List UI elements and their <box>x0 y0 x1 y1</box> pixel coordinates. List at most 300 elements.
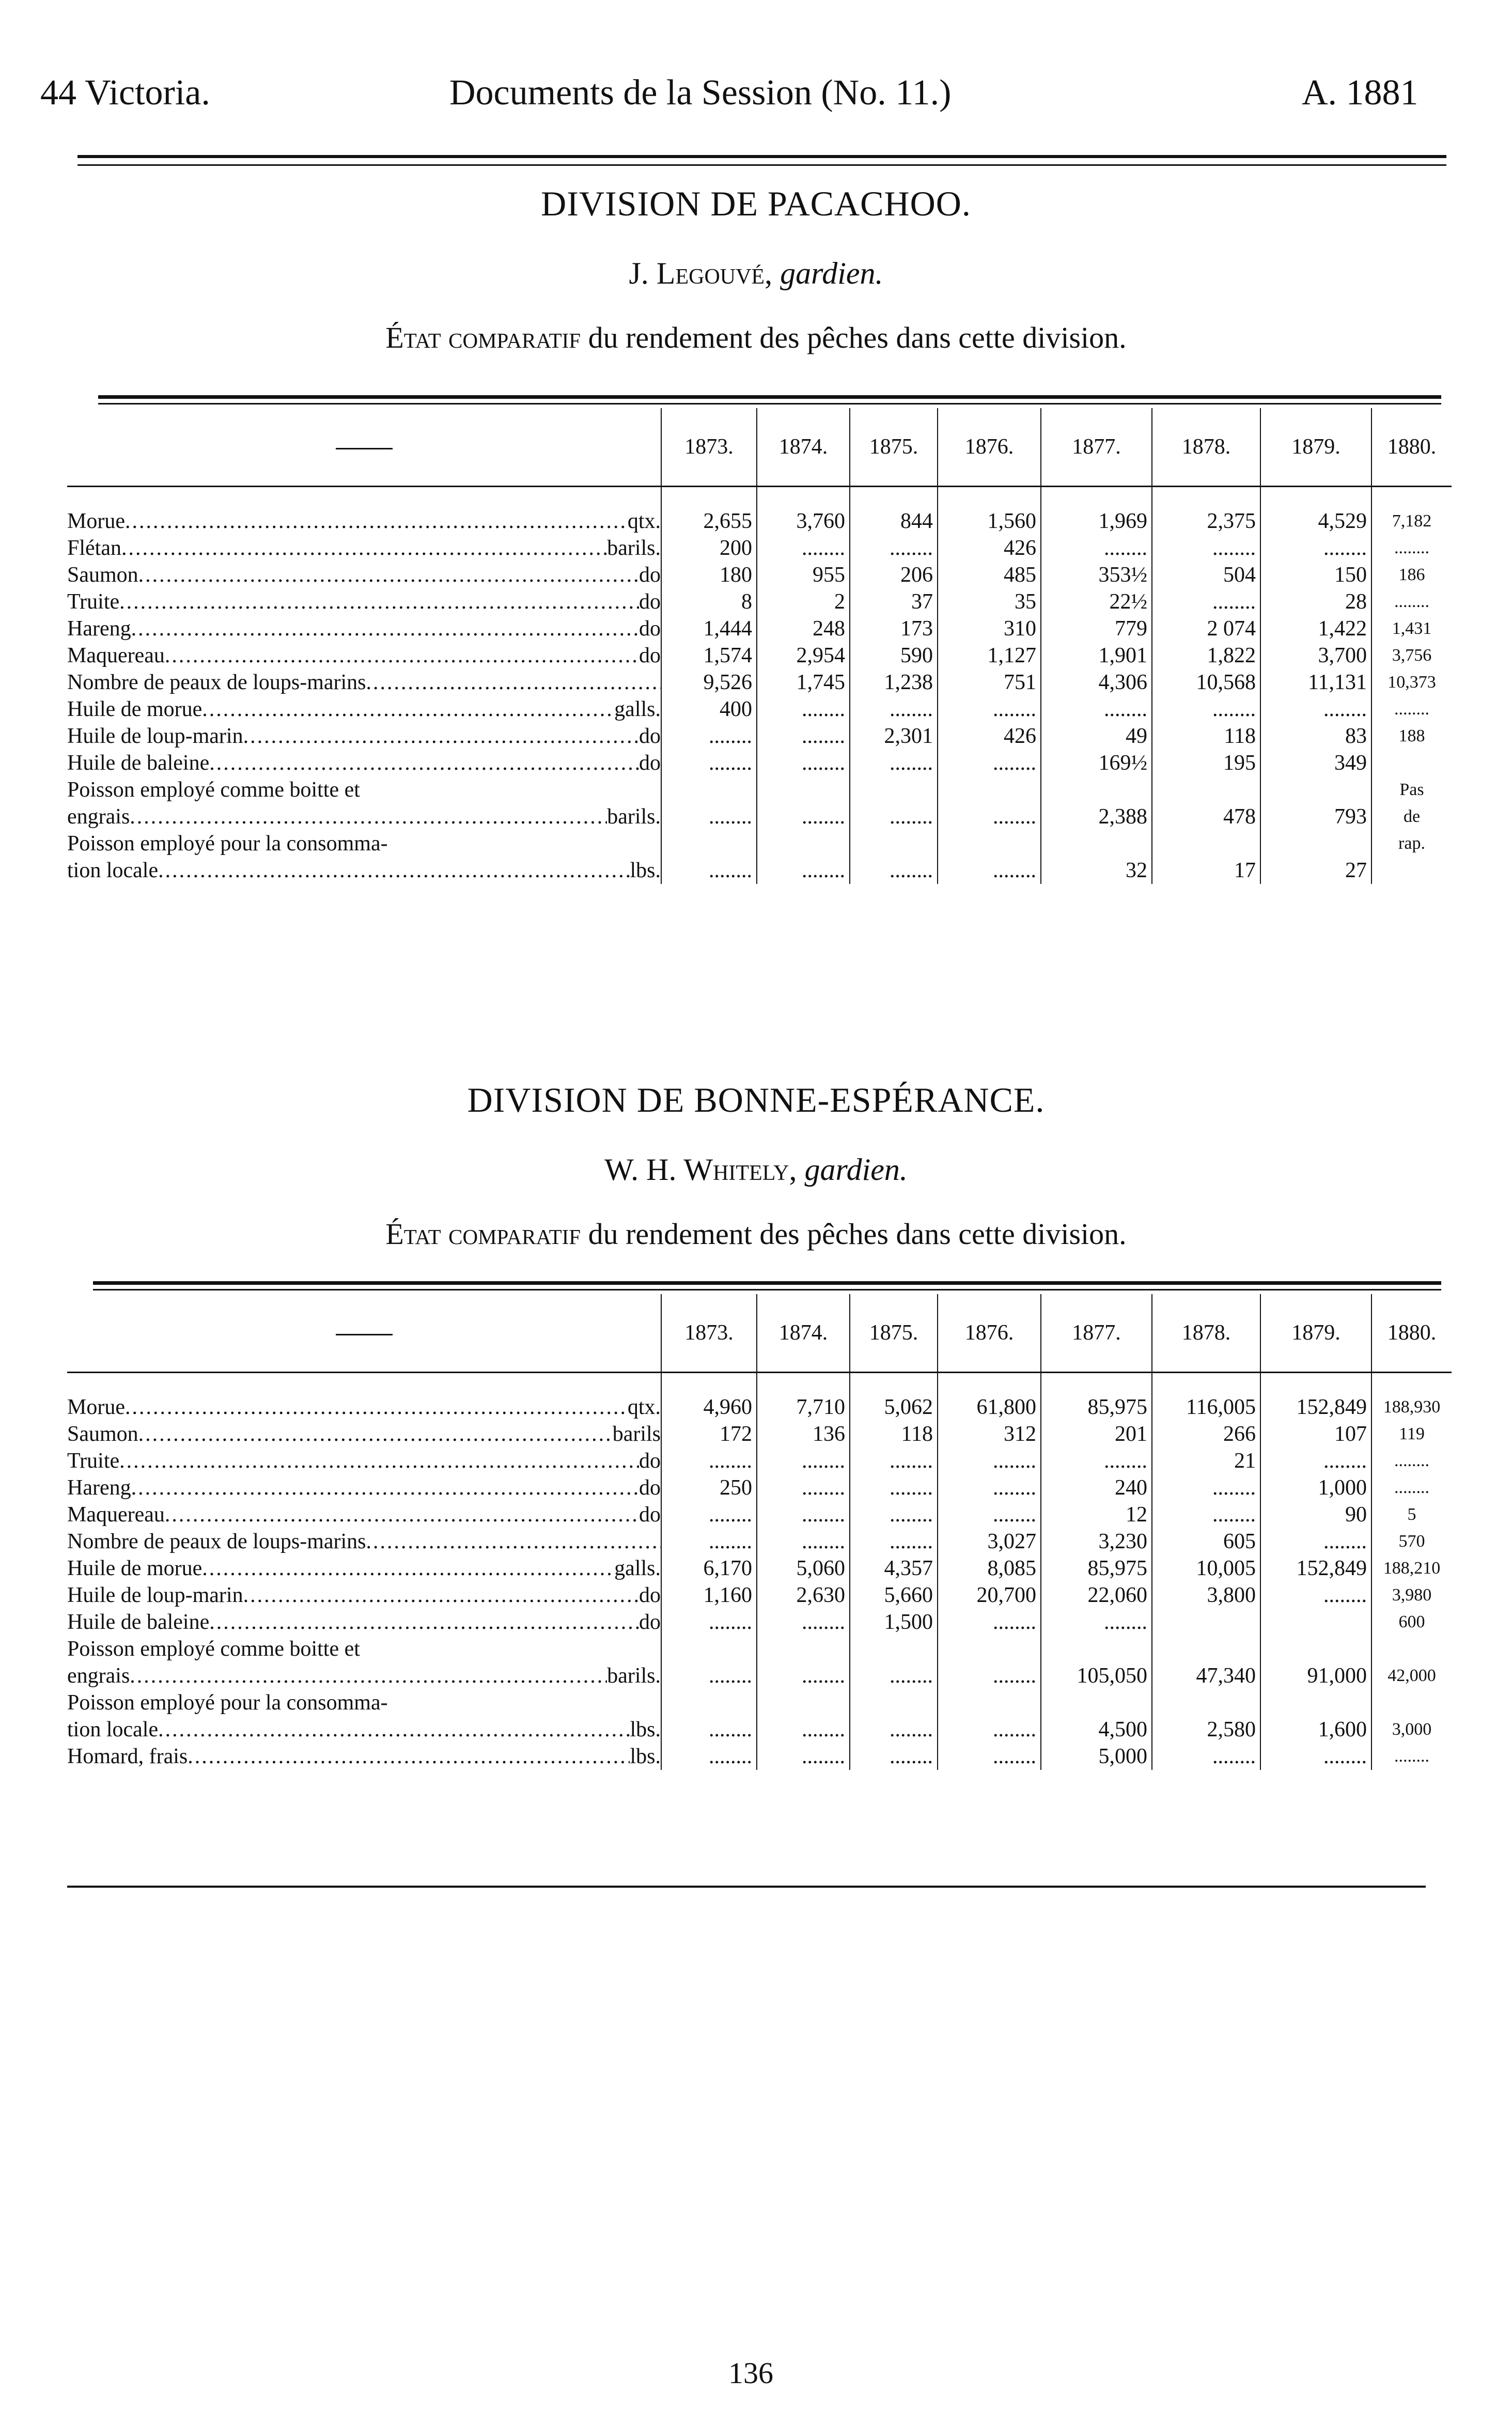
row-label: Saumon <box>67 1422 138 1446</box>
value-cell <box>1152 1636 1260 1662</box>
value-cell: ........ <box>757 1716 850 1743</box>
value-cell: 570 <box>1371 1528 1452 1555</box>
row-label: Saumon <box>67 563 138 587</box>
row-unit: lbs. <box>630 859 661 882</box>
value-cell: ........ <box>938 750 1041 776</box>
value-cell <box>1152 1609 1260 1636</box>
value-cell: ........ <box>757 750 850 776</box>
section2-table-bottom-rule <box>67 1886 1426 1888</box>
section2-header-row <box>67 1294 1452 1373</box>
value-cell: ........ <box>757 1448 850 1474</box>
value-cell: 1,500 <box>850 1609 938 1636</box>
value-cell: 2,580 <box>1152 1716 1260 1743</box>
value-cell: 180 <box>661 562 757 588</box>
year-header: 1878. <box>1152 408 1260 487</box>
value-cell: ........ <box>850 535 938 562</box>
value-cell <box>1260 1636 1371 1662</box>
value-cell: ........ <box>938 1448 1041 1474</box>
value-cell: ........ <box>850 1716 938 1743</box>
value-cell: ........ <box>1260 1448 1371 1474</box>
dash-mark <box>336 1334 393 1335</box>
row-unit: barils. <box>607 805 661 829</box>
value-cell: 173 <box>850 615 938 642</box>
row-label: Nombre de peaux de loups-marins <box>67 671 366 694</box>
section1-body <box>67 487 1452 884</box>
row-label: Huile de morue <box>67 697 202 721</box>
row-label-cell <box>67 750 661 776</box>
value-cell: 37 <box>850 588 938 615</box>
table-row <box>67 1609 1452 1636</box>
value-cell: 1,160 <box>661 1582 757 1609</box>
value-cell: 3,800 <box>1152 1582 1260 1609</box>
year-header: 1880. <box>1371 408 1452 487</box>
value-cell: ........ <box>1152 1743 1260 1770</box>
row-unit: do <box>639 751 661 775</box>
value-cell: ........ <box>850 696 938 723</box>
row-label: Morue <box>67 509 125 533</box>
value-cell: 485 <box>938 562 1041 588</box>
table-row <box>67 1555 1452 1582</box>
row-label: Truite <box>67 1449 120 1473</box>
row-label: engrais <box>67 805 130 829</box>
row-label-cell <box>67 535 661 562</box>
table-row <box>67 1528 1452 1555</box>
value-cell: 4,357 <box>850 1555 938 1582</box>
table-row <box>67 723 1452 750</box>
value-cell: 35 <box>938 588 1041 615</box>
value-cell: 49 <box>1041 723 1152 750</box>
leader-dots <box>165 642 639 669</box>
section1-description <box>0 320 1512 355</box>
value-cell: ........ <box>1371 1474 1452 1501</box>
value-cell: ........ <box>1260 535 1371 562</box>
year-header: 1873. <box>661 408 757 487</box>
row-label-cell <box>67 669 661 696</box>
value-cell: ........ <box>938 1609 1041 1636</box>
year-header: 1874. <box>757 1294 850 1373</box>
section1-desc-rest: du rendement des pêches dans cette division. <box>588 321 1127 354</box>
value-cell: 5,000 <box>1041 1743 1152 1770</box>
value-cell: 201 <box>1041 1421 1152 1448</box>
value-cell: 600 <box>1371 1609 1452 1636</box>
value-cell: 172 <box>661 1421 757 1448</box>
page-number: 136 <box>728 2356 773 2390</box>
leader-dots <box>125 1394 628 1421</box>
value-cell: 312 <box>938 1421 1041 1448</box>
value-cell: ........ <box>938 857 1041 884</box>
row-label: Poisson employé pour la consomma- <box>67 832 388 855</box>
row-label: Huile de loup-marin <box>67 724 243 748</box>
value-cell: 426 <box>938 535 1041 562</box>
value-cell <box>850 776 938 803</box>
value-cell <box>757 830 850 857</box>
leader-dots <box>138 1421 613 1448</box>
value-cell: 1,745 <box>757 669 850 696</box>
value-cell: 751 <box>938 669 1041 696</box>
section2-guardian: W. H. Whitely, gardien. <box>604 1153 908 1187</box>
value-cell: ........ <box>850 750 938 776</box>
table-row <box>67 1689 1452 1716</box>
row-unit: do <box>639 563 661 587</box>
value-cell: ........ <box>1260 1582 1371 1609</box>
value-cell <box>757 1689 850 1716</box>
section1-table <box>67 408 1452 884</box>
section2-table <box>67 1294 1452 1770</box>
value-cell <box>1041 1689 1152 1716</box>
table-row <box>67 696 1452 723</box>
row-unit: do <box>639 644 661 667</box>
row-unit: galls. <box>614 1557 661 1580</box>
value-cell <box>938 830 1041 857</box>
value-cell <box>661 776 757 803</box>
value-cell: 10,568 <box>1152 669 1260 696</box>
leader-dots <box>202 696 614 723</box>
row-label: Nombre de peaux de loups-marins <box>67 1530 366 1553</box>
value-cell <box>661 830 757 857</box>
table-row <box>67 1582 1452 1609</box>
section1-guardian: J. Legouvé, gardien. <box>629 256 883 290</box>
value-cell: 349 <box>1260 750 1371 776</box>
row-label-cell <box>67 1636 661 1662</box>
value-cell: ........ <box>1371 1743 1452 1770</box>
value-cell: ........ <box>757 1528 850 1555</box>
header-session-year: 44 Victoria. <box>40 73 210 113</box>
value-cell: 240 <box>1041 1474 1152 1501</box>
value-cell <box>850 830 938 857</box>
leader-dots <box>119 588 639 615</box>
section1-table-top-rule-thin <box>98 403 1441 405</box>
row-label-cell <box>67 1582 661 1609</box>
year-header: 1879. <box>1260 1294 1371 1373</box>
row-unit: do <box>639 724 661 748</box>
row-label-cell <box>67 776 661 803</box>
leader-dots <box>130 1662 607 1689</box>
value-cell: 2,655 <box>661 487 757 535</box>
value-cell <box>661 1636 757 1662</box>
row-unit: lbs. <box>630 1718 661 1741</box>
value-cell: ........ <box>1152 588 1260 615</box>
value-cell: ........ <box>1152 535 1260 562</box>
row-unit: barils. <box>607 1664 661 1688</box>
value-cell <box>1041 1636 1152 1662</box>
year-header: 1876. <box>938 408 1041 487</box>
row-label-cell <box>67 1528 661 1555</box>
value-cell: 478 <box>1152 803 1260 830</box>
leader-dots <box>158 1716 630 1743</box>
value-cell: 152,849 <box>1260 1555 1371 1582</box>
header-series: A. 1881 <box>1302 73 1419 113</box>
value-cell: 1,238 <box>850 669 938 696</box>
table-row <box>67 535 1452 562</box>
value-cell <box>938 1636 1041 1662</box>
value-cell: 2,375 <box>1152 487 1260 535</box>
row-label-cell <box>67 723 661 750</box>
row-label: Morue <box>67 1395 125 1419</box>
table-row <box>67 857 1452 884</box>
value-cell: ........ <box>938 803 1041 830</box>
row-label: Poisson employé pour la consomma- <box>67 1691 388 1715</box>
leader-dots <box>158 857 630 884</box>
value-cell: 119 <box>1371 1421 1452 1448</box>
leader-dots <box>125 508 628 535</box>
value-cell: 4,500 <box>1041 1716 1152 1743</box>
row-unit: qtx. <box>627 1395 661 1419</box>
value-cell: 8,085 <box>938 1555 1041 1582</box>
value-cell: 186 <box>1371 562 1452 588</box>
value-cell: 400 <box>661 696 757 723</box>
value-cell <box>1260 1609 1371 1636</box>
value-cell: 1,431 <box>1371 615 1452 642</box>
value-cell <box>1152 776 1260 803</box>
header-document-title: Documents de la Session (No. 11.) <box>449 73 952 113</box>
value-cell: ........ <box>661 857 757 884</box>
value-cell: 90 <box>1260 1501 1371 1528</box>
value-cell: 1,000 <box>1260 1474 1371 1501</box>
section1-table-top-rule <box>98 395 1441 399</box>
value-cell: 21 <box>1152 1448 1260 1474</box>
value-cell: 7,710 <box>757 1373 850 1421</box>
year-header: 1878. <box>1152 1294 1260 1373</box>
value-cell: 1,422 <box>1260 615 1371 642</box>
value-cell: 844 <box>850 487 938 535</box>
value-cell: 85,975 <box>1041 1555 1152 1582</box>
leader-dots <box>366 669 661 696</box>
row-label: Hareng <box>67 1476 131 1500</box>
value-cell: ........ <box>661 803 757 830</box>
value-cell: ........ <box>938 696 1041 723</box>
value-cell: 5,062 <box>850 1373 938 1421</box>
row-label-cell <box>67 562 661 588</box>
value-cell: ........ <box>757 857 850 884</box>
value-cell: ........ <box>661 1448 757 1474</box>
table-row <box>67 1501 1452 1528</box>
value-cell: ........ <box>757 696 850 723</box>
value-cell: ........ <box>1371 588 1452 615</box>
value-cell: 47,340 <box>1152 1662 1260 1689</box>
value-cell: 17 <box>1152 857 1260 884</box>
table-row <box>67 776 1452 803</box>
row-unit: do <box>639 1503 661 1527</box>
value-cell: 3,980 <box>1371 1582 1452 1609</box>
value-cell: 3,230 <box>1041 1528 1152 1555</box>
row-label: Homard, frais <box>67 1745 188 1768</box>
section2-table-top-rule <box>93 1281 1441 1285</box>
value-cell <box>850 1689 938 1716</box>
value-cell: ........ <box>661 1609 757 1636</box>
value-cell: 1,901 <box>1041 642 1152 669</box>
value-cell: 248 <box>757 615 850 642</box>
value-cell: 22½ <box>1041 588 1152 615</box>
value-cell: 793 <box>1260 803 1371 830</box>
value-cell: de <box>1371 803 1452 830</box>
leader-dots <box>243 1582 639 1609</box>
row-label: Maquereau <box>67 644 165 667</box>
table-row <box>67 1373 1452 1421</box>
value-cell: ........ <box>850 803 938 830</box>
value-cell: 426 <box>938 723 1041 750</box>
value-cell: 152,849 <box>1260 1373 1371 1421</box>
value-cell: 188 <box>1371 723 1452 750</box>
value-cell: ........ <box>757 723 850 750</box>
row-label-cell <box>67 1421 661 1448</box>
row-label-cell <box>67 1743 661 1770</box>
section1-guardian-name: J. Legouvé <box>629 256 765 290</box>
value-cell: ........ <box>850 1501 938 1528</box>
year-header: 1880. <box>1371 1294 1452 1373</box>
value-cell: 3,700 <box>1260 642 1371 669</box>
leader-dots <box>138 562 639 588</box>
value-cell: 1,574 <box>661 642 757 669</box>
table-row <box>67 1421 1452 1448</box>
value-cell: 8 <box>661 588 757 615</box>
section2-title: DIVISION DE BONNE-ESPÉRANCE. <box>467 1080 1045 1119</box>
leader-dots <box>366 1528 661 1555</box>
value-cell: 32 <box>1041 857 1152 884</box>
row-label-cell <box>67 588 661 615</box>
value-cell: ........ <box>938 1662 1041 1689</box>
value-cell: 3,756 <box>1371 642 1452 669</box>
row-label: Hareng <box>67 617 131 641</box>
year-header: 1874. <box>757 408 850 487</box>
row-label-cell <box>67 615 661 642</box>
year-header: 1879. <box>1260 408 1371 487</box>
value-cell: ........ <box>1371 696 1452 723</box>
row-unit: do <box>639 1583 661 1607</box>
value-cell <box>938 776 1041 803</box>
value-cell: 7,182 <box>1371 487 1452 535</box>
value-cell: 107 <box>1260 1421 1371 1448</box>
leader-dots <box>131 1474 639 1501</box>
value-cell: 1,600 <box>1260 1716 1371 1743</box>
table-row <box>67 1448 1452 1474</box>
value-cell <box>757 1636 850 1662</box>
value-cell: ........ <box>1371 535 1452 562</box>
value-cell: ........ <box>850 1474 938 1501</box>
year-header: 1875. <box>850 408 938 487</box>
row-label: Huile de morue <box>67 1557 202 1580</box>
value-cell: ........ <box>1041 1609 1152 1636</box>
section2-guardian-name: W. H. Whitely <box>604 1153 789 1187</box>
value-cell: ........ <box>850 1528 938 1555</box>
value-cell: 3,760 <box>757 487 850 535</box>
value-cell: ........ <box>938 1743 1041 1770</box>
value-cell: 12 <box>1041 1501 1152 1528</box>
value-cell: 118 <box>1152 723 1260 750</box>
value-cell <box>757 776 850 803</box>
row-label-cell <box>67 487 661 535</box>
table-row <box>67 1474 1452 1501</box>
table-row <box>67 1636 1452 1662</box>
year-header: 1875. <box>850 1294 938 1373</box>
row-label: Flétan <box>67 536 121 560</box>
row-unit: galls. <box>614 697 661 721</box>
value-cell: 2,388 <box>1041 803 1152 830</box>
leader-dots <box>243 723 639 750</box>
year-header: 1877. <box>1041 1294 1152 1373</box>
value-cell: 310 <box>938 615 1041 642</box>
row-label-cell <box>67 1373 661 1421</box>
value-cell <box>1371 1636 1452 1662</box>
value-cell: 118 <box>850 1421 938 1448</box>
value-cell: 200 <box>661 535 757 562</box>
section1-header-blank <box>67 408 661 487</box>
value-cell: ........ <box>757 1501 850 1528</box>
value-cell: ........ <box>1260 696 1371 723</box>
value-cell: 105,050 <box>1041 1662 1152 1689</box>
value-cell: ........ <box>661 1662 757 1689</box>
value-cell: 10,005 <box>1152 1555 1260 1582</box>
value-cell: 195 <box>1152 750 1260 776</box>
dash-mark <box>336 448 393 449</box>
value-cell: 188,210 <box>1371 1555 1452 1582</box>
value-cell: 206 <box>850 562 938 588</box>
section2-desc-lead: État comparatif <box>385 1217 581 1251</box>
value-cell: 4,529 <box>1260 487 1371 535</box>
value-cell: 42,000 <box>1371 1662 1452 1689</box>
value-cell: 91,000 <box>1260 1662 1371 1689</box>
section2-description <box>0 1217 1512 1251</box>
value-cell: 2,954 <box>757 642 850 669</box>
value-cell: 590 <box>850 642 938 669</box>
row-label-cell <box>67 830 661 857</box>
row-label-cell <box>67 1716 661 1743</box>
value-cell: rap. <box>1371 830 1452 857</box>
value-cell: 28 <box>1260 588 1371 615</box>
section2-guardian-role: gardien. <box>804 1153 908 1187</box>
value-cell: 85,975 <box>1041 1373 1152 1421</box>
row-unit: barils. <box>607 536 661 560</box>
value-cell: 266 <box>1152 1421 1260 1448</box>
section1-header-row <box>67 408 1452 487</box>
value-cell: ........ <box>850 857 938 884</box>
value-cell: ........ <box>661 723 757 750</box>
table-row <box>67 487 1452 535</box>
value-cell: ........ <box>661 1743 757 1770</box>
value-cell: 1,444 <box>661 615 757 642</box>
row-unit: do <box>639 617 661 641</box>
value-cell: 1,822 <box>1152 642 1260 669</box>
value-cell: ........ <box>850 1743 938 1770</box>
table-row <box>67 830 1452 857</box>
value-cell: 188,930 <box>1371 1373 1452 1421</box>
value-cell: 22,060 <box>1041 1582 1152 1609</box>
value-cell: 353½ <box>1041 562 1152 588</box>
value-cell: ........ <box>938 1716 1041 1743</box>
leader-dots <box>188 1743 630 1770</box>
value-cell: 27 <box>1260 857 1371 884</box>
value-cell: 2,301 <box>850 723 938 750</box>
row-label: Poisson employé comme boitte et <box>67 1637 360 1661</box>
row-unit: do <box>639 1449 661 1473</box>
value-cell: 5,660 <box>850 1582 938 1609</box>
value-cell: ........ <box>1260 1743 1371 1770</box>
row-label: Huile de loup-marin <box>67 1583 243 1607</box>
row-label-cell <box>67 803 661 830</box>
header-rule-thin <box>77 164 1446 166</box>
value-cell: 136 <box>757 1421 850 1448</box>
value-cell: 1,127 <box>938 642 1041 669</box>
value-cell: 11,131 <box>1260 669 1371 696</box>
value-cell: ........ <box>1041 535 1152 562</box>
year-header: 1873. <box>661 1294 757 1373</box>
table-row <box>67 1662 1452 1689</box>
value-cell: ........ <box>1371 1448 1452 1474</box>
value-cell: 61,800 <box>938 1373 1041 1421</box>
value-cell: 150 <box>1260 562 1371 588</box>
row-label: engrais <box>67 1664 130 1688</box>
row-label-cell <box>67 1448 661 1474</box>
row-label-cell <box>67 696 661 723</box>
